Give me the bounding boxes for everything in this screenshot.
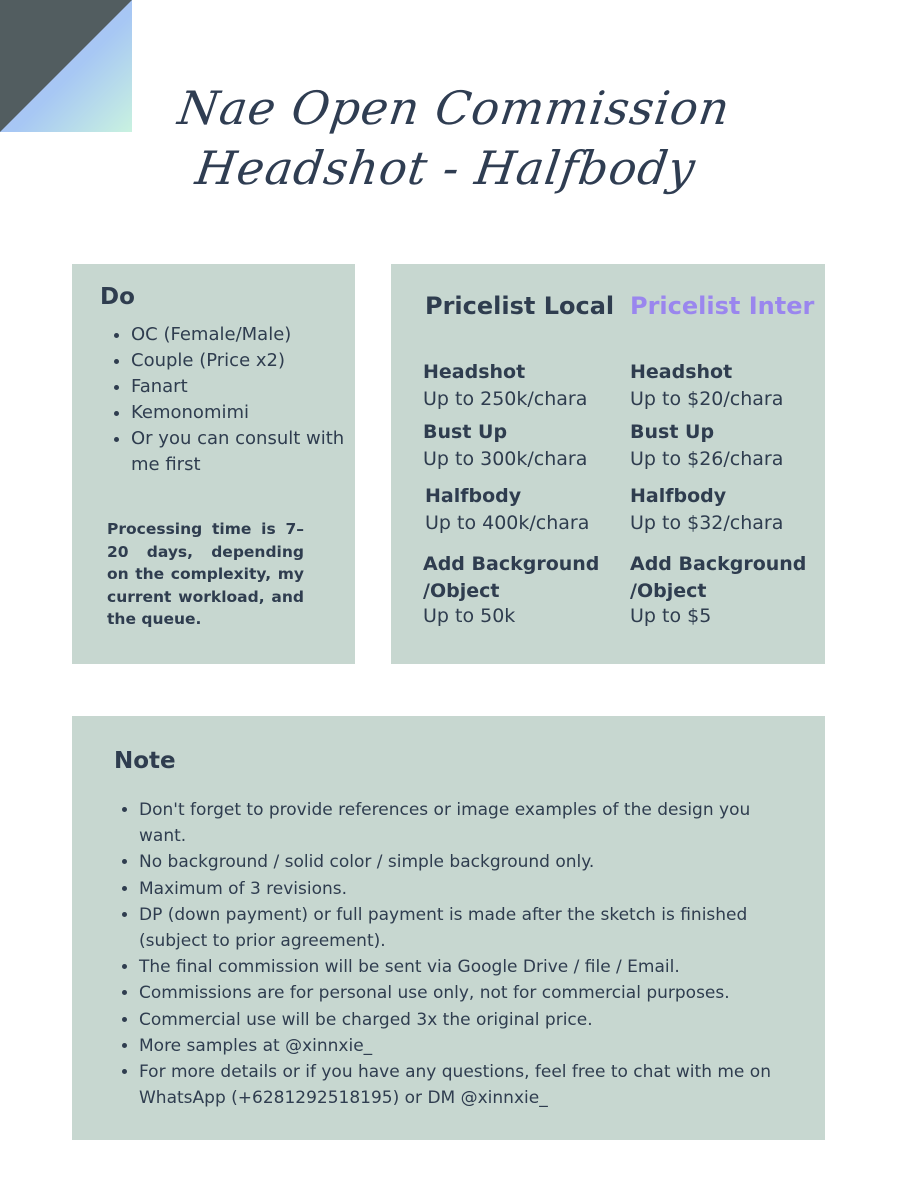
inter-item-price: Up to $32/chara <box>630 512 784 534</box>
do-item: • Fanart <box>131 374 371 400</box>
note-card <box>72 716 825 1140</box>
local-item-price: Up to 300k/chara <box>423 448 588 470</box>
pricelist-local-title: Pricelist Local <box>425 292 615 320</box>
do-item: • Or you can consult with me first <box>131 426 371 478</box>
local-item-price: Up to 250k/chara <box>423 388 588 410</box>
note-list <box>114 797 799 1111</box>
note-item: • DP (down payment) or full payment is made after the sketch is finished (subject to prior agreement). <box>139 902 799 954</box>
do-item: • Couple (Price x2) <box>131 348 371 374</box>
corner-dark-triangle <box>0 0 132 132</box>
local-item-name: Add Background /Object <box>423 553 600 602</box>
local-item-name: Bust Up <box>423 421 508 443</box>
inter-item-price: Up to $20/chara <box>630 388 784 410</box>
inter-item-name: Add Background /Object <box>630 553 807 602</box>
note-item: • More samples at @xinnxie_ <box>139 1033 799 1059</box>
note-item: • Don't forget to provide references or image examples of the design you want. <box>139 797 799 849</box>
corner-decoration <box>0 0 132 132</box>
title-line-2: Headshot - Halfbody <box>192 141 700 195</box>
note-heading: Note <box>114 748 176 774</box>
do-list <box>100 322 371 478</box>
pricelist-card <box>391 264 825 664</box>
inter-item-name: Bust Up <box>630 421 715 443</box>
local-item-price: Up to 400k/chara <box>425 512 590 534</box>
title-line-1: Nae Open Commission <box>174 81 734 135</box>
pricelist-inter-title: Pricelist Inter <box>630 292 815 320</box>
do-item: • Kemonomimi <box>131 400 371 426</box>
do-heading: Do <box>100 284 135 310</box>
note-item: • Maximum of 3 revisions. <box>139 876 799 902</box>
inter-item-price: Up to $26/chara <box>630 448 784 470</box>
do-card <box>72 264 355 664</box>
note-item: • The final commission will be sent via Google Drive / file / Email. <box>139 954 799 980</box>
inter-item-name: Headshot <box>630 361 733 383</box>
inter-item-price: Up to $5 <box>630 605 712 627</box>
local-item-price: Up to 50k <box>423 605 516 627</box>
note-item: • Commercial use will be charged 3x the original price. <box>139 1007 799 1033</box>
local-item-name: Halfbody <box>425 485 522 507</box>
note-item: • No background / solid color / simple background only. <box>139 849 799 875</box>
local-item-name: Headshot <box>423 361 526 383</box>
page-title <box>142 78 759 198</box>
inter-item-name: Halfbody <box>630 485 727 507</box>
do-item: • OC (Female/Male) <box>131 322 371 348</box>
processing-time-note: Processing time is 7–20 days, depending on the complexity, my current workload, and the queue. <box>107 520 304 628</box>
note-item: • Commissions are for personal use only, not for commercial purposes. <box>139 980 799 1006</box>
note-item: • For more details or if you have any questions, feel free to chat with me on WhatsApp (+6281292518195) or DM @xinnxie_ <box>139 1059 799 1111</box>
